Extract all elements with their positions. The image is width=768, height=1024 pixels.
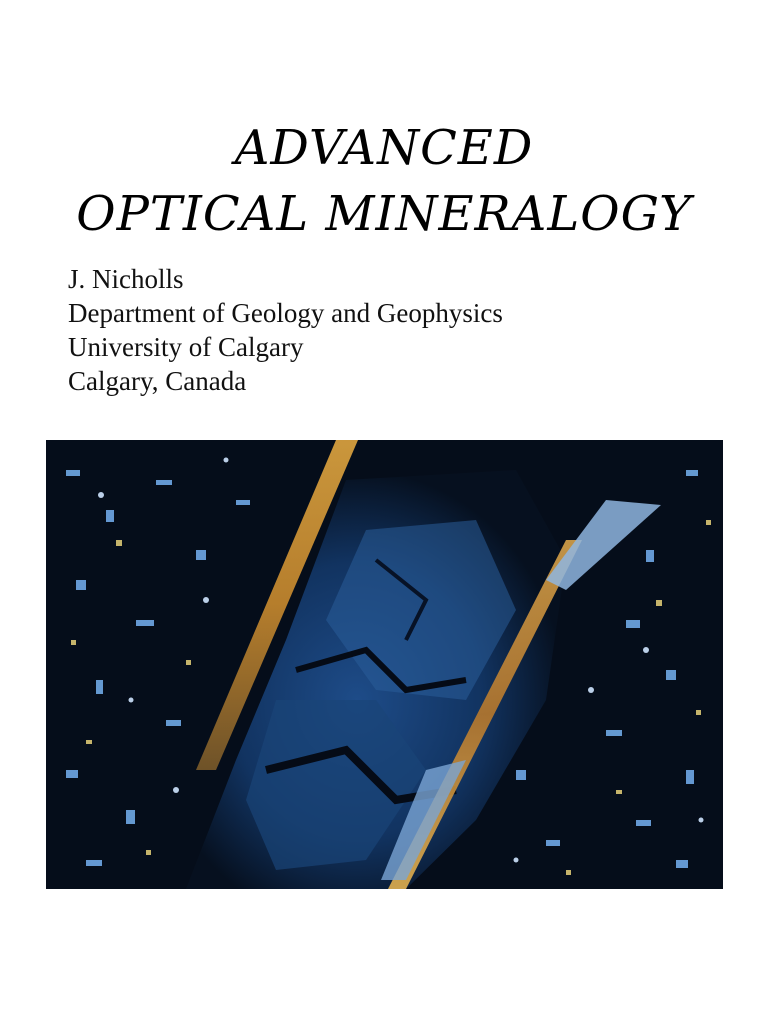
university-name: University of Calgary	[68, 332, 304, 362]
title-line-1: ADVANCED	[234, 120, 534, 176]
author-block	[68, 262, 503, 398]
author-name: J. Nicholls	[68, 264, 184, 294]
department-name: Department of Geology and Geophysics	[68, 298, 503, 328]
cover-photomicrograph	[46, 440, 723, 889]
location: Calgary, Canada	[68, 366, 247, 396]
title-line-2: OPTICAL MINERALOGY	[76, 186, 692, 242]
photomicrograph-image	[46, 440, 723, 889]
